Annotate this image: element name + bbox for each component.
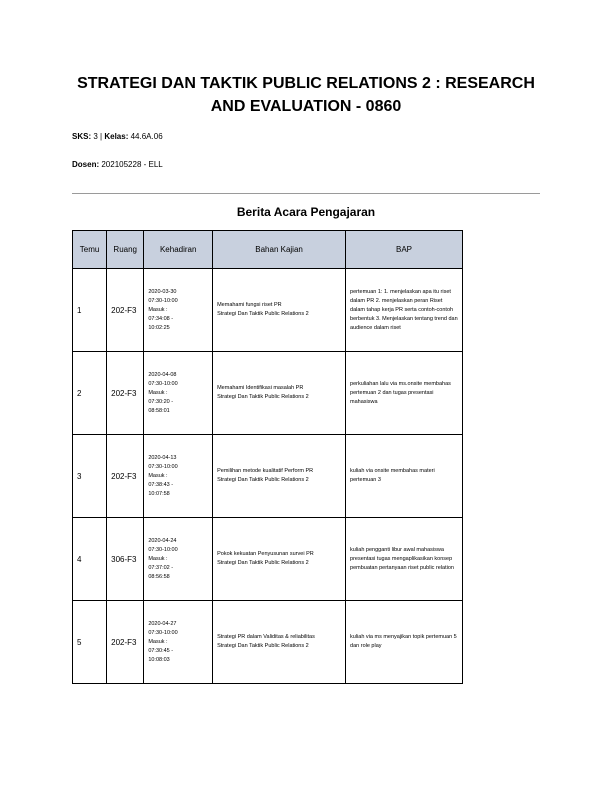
table-row bbox=[73, 435, 463, 518]
cell-temu: 5 bbox=[73, 601, 107, 684]
kehadiran-in: 07:37:02 - bbox=[148, 564, 174, 571]
cell-bap: perkuliahan lalu via ms.onsite membahas pertemuan 2 dan tugas presentasi mahasiswa bbox=[346, 352, 463, 435]
cell-bap: kuliah pengganti libur awal mahasiswa presentasi tugas mengaplikasikan konsep pembuatan pertanyaan riset public relation bbox=[346, 518, 463, 601]
cell-bap: kuliah via ms menyajikan topik pertemuan 5 dan role play bbox=[346, 601, 463, 684]
bahan-topic: Pemilihan metode kualitatif Perform PR bbox=[217, 468, 314, 474]
table-row bbox=[73, 352, 463, 435]
kehadiran-date: 2020-04-27 bbox=[148, 620, 177, 627]
cell-kehadiran bbox=[144, 435, 213, 518]
bahan-topic: Memahami fungsi riset PR bbox=[217, 302, 282, 308]
document-title: STRATEGI DAN TAKTIK PUBLIC RELATIONS 2 : RESEARCH AND EVALUATION - 0860 bbox=[77, 75, 535, 115]
cell-bahan-kajian bbox=[213, 352, 346, 435]
table-row bbox=[73, 269, 463, 352]
kehadiran-out: 10:07:58 bbox=[148, 490, 170, 497]
cell-kehadiran bbox=[144, 601, 213, 684]
cell-ruang: 306-F3 bbox=[107, 518, 144, 601]
bahan-topic: Strategi PR dalam Validitas & reliabilitas bbox=[217, 634, 315, 640]
cell-temu: 1 bbox=[73, 269, 107, 352]
kehadiran-out: 08:56:58 bbox=[148, 573, 170, 580]
kehadiran-in: 07:38:43 - bbox=[148, 481, 174, 488]
cell-ruang: 202-F3 bbox=[107, 601, 144, 684]
cell-temu: 2 bbox=[73, 352, 107, 435]
kehadiran-out: 10:02:25 bbox=[148, 324, 170, 331]
sks-label: SKS: bbox=[72, 132, 92, 141]
kehadiran-masuk: Masuk : bbox=[148, 306, 168, 313]
kehadiran-time: 07:30-10:00 bbox=[148, 380, 178, 387]
sks-value: 3 bbox=[93, 132, 98, 141]
cell-temu: 4 bbox=[73, 518, 107, 601]
kehadiran-masuk: Masuk : bbox=[148, 555, 168, 562]
dosen-value: 202105228 - ELL bbox=[101, 160, 163, 169]
cell-bahan-kajian bbox=[213, 435, 346, 518]
cell-kehadiran bbox=[144, 269, 213, 352]
dosen-label: Dosen: bbox=[72, 160, 100, 169]
cell-kehadiran bbox=[144, 518, 213, 601]
kehadiran-date: 2020-04-24 bbox=[148, 537, 177, 544]
separator: | bbox=[100, 132, 103, 141]
cell-ruang: 202-F3 bbox=[107, 352, 144, 435]
sks-kelas-line bbox=[72, 132, 163, 141]
cell-bahan-kajian bbox=[213, 601, 346, 684]
kehadiran-masuk: Masuk : bbox=[148, 389, 168, 396]
bahan-course: Strategi Dan Taktik Public Relations 2 bbox=[217, 560, 309, 566]
kehadiran-time: 07:30-10:00 bbox=[148, 629, 178, 636]
kehadiran-in: 07:34:08 - bbox=[148, 315, 174, 322]
teaching-report-table bbox=[72, 230, 463, 684]
table-row bbox=[73, 601, 463, 684]
kehadiran-in: 07:30:45 - bbox=[148, 647, 174, 654]
cell-ruang: 202-F3 bbox=[107, 269, 144, 352]
header-bahan-kajian: Bahan Kajian bbox=[213, 231, 346, 269]
kehadiran-time: 07:30-10:00 bbox=[148, 546, 178, 553]
cell-bahan-kajian bbox=[213, 518, 346, 601]
kelas-label: Kelas: bbox=[104, 132, 129, 141]
kehadiran-time: 07:30-10:00 bbox=[148, 463, 178, 470]
bahan-course: Strategi Dan Taktik Public Relations 2 bbox=[217, 311, 309, 317]
divider bbox=[72, 193, 540, 194]
bahan-course: Strategi Dan Taktik Public Relations 2 bbox=[217, 477, 309, 483]
table-row bbox=[73, 518, 463, 601]
cell-temu: 3 bbox=[73, 435, 107, 518]
bahan-course: Strategi Dan Taktik Public Relations 2 bbox=[217, 643, 309, 649]
kehadiran-masuk: Masuk : bbox=[148, 472, 168, 479]
table-header-row bbox=[73, 231, 463, 269]
kehadiran-date: 2020-03-30 bbox=[148, 288, 177, 295]
bahan-topic: Pokok kekuatan Penyusunan survei PR bbox=[217, 551, 314, 557]
section-title: Berita Acara Pengajaran bbox=[236, 205, 376, 219]
kehadiran-in: 07:30:20 - bbox=[148, 398, 174, 405]
kehadiran-masuk: Masuk : bbox=[148, 638, 168, 645]
header-kehadiran: Kehadiran bbox=[144, 231, 213, 269]
kehadiran-date: 2020-04-13 bbox=[148, 454, 177, 461]
kelas-value: 44.6A.06 bbox=[130, 132, 163, 141]
cell-bahan-kajian bbox=[213, 269, 346, 352]
kehadiran-out: 08:58:01 bbox=[148, 407, 170, 414]
kehadiran-out: 10:08:03 bbox=[148, 656, 170, 663]
cell-bap: pertemuan 1: 1. menjelaskan apa itu riset dalam PR 2. menjelaskan peran Riset dalam tahap kerja PR serta contoh-contoh berbentuk 3. Menjelaskan tentang trend dan audience dalam riset bbox=[346, 269, 463, 352]
header-temu: Temu bbox=[73, 231, 107, 269]
cell-ruang: 202-F3 bbox=[107, 435, 144, 518]
kehadiran-time: 07:30-10:00 bbox=[148, 297, 178, 304]
kehadiran-date: 2020-04-08 bbox=[148, 371, 177, 378]
cell-kehadiran bbox=[144, 352, 213, 435]
dosen-line bbox=[72, 160, 163, 169]
header-ruang: Ruang bbox=[107, 231, 144, 269]
bahan-course: Strategi Dan Taktik Public Relations 2 bbox=[217, 394, 309, 400]
header-bap: BAP bbox=[346, 231, 463, 269]
bahan-topic: Memahami Identifikasi masalah PR bbox=[217, 385, 304, 391]
cell-bap: kuliah via onsite membahas materi pertemuan 3 bbox=[346, 435, 463, 518]
